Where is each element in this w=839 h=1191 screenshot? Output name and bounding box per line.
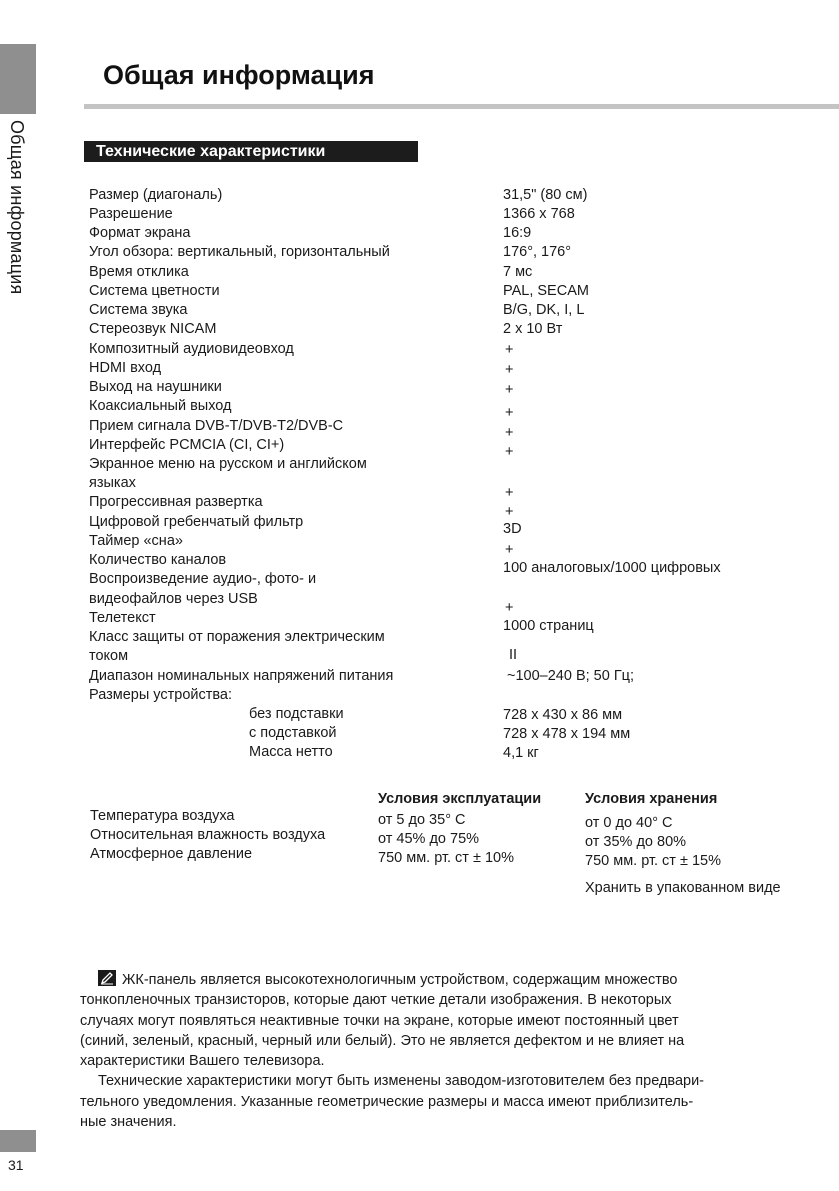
spec-label: языках xyxy=(89,475,136,491)
spec-value: + xyxy=(505,542,514,558)
spec-value: 728 x 430 x 86 мм xyxy=(503,707,623,723)
spec-label: без подставки xyxy=(249,706,344,722)
spec-value: II xyxy=(509,647,518,663)
spec-label: Система цветности xyxy=(89,283,220,299)
spec-value: 3D xyxy=(503,521,522,537)
storage-value: от 0 до 40° С xyxy=(585,815,673,831)
spec-value: 7 мс xyxy=(503,264,533,280)
storage-note: Хранить в упакованном виде xyxy=(585,880,781,896)
spec-label: Композитный аудиовидеовход xyxy=(89,341,294,357)
spec-value: + xyxy=(505,504,514,520)
note-line: Технические характеристики могут быть изменены заводом-изготовителем без предвари- xyxy=(98,1073,705,1090)
spec-label: Количество каналов xyxy=(89,552,227,568)
spec-label: с подставкой xyxy=(249,725,337,741)
spec-label: Таймер «сна» xyxy=(89,533,183,549)
spec-label: Стереозвук NICAM xyxy=(89,321,217,337)
section-header: Технические характеристики xyxy=(84,141,418,162)
spec-label: Выход на наушники xyxy=(89,379,222,395)
spec-label: видеофайлов через USB xyxy=(89,591,258,607)
condition-param: Относительная влажность воздуха xyxy=(90,827,326,843)
side-section-label: Общая информация xyxy=(7,120,27,295)
spec-value: + xyxy=(505,485,514,501)
spec-label: Цифровой гребенчатый фильтр xyxy=(89,514,304,530)
spec-label: Телетекст xyxy=(89,610,156,626)
spec-label: Разрешение xyxy=(89,206,173,222)
spec-label: Интерфейс PCMCIA (CI, CI+) xyxy=(89,437,285,453)
note-line: тонкопленочных транзисторов, которые дают четкие детали изображения. В некоторых xyxy=(80,992,672,1009)
operation-value: от 45% до 75% xyxy=(378,831,480,847)
operation-header: Условия эксплуатации xyxy=(378,791,542,807)
operation-value: от 5 до 35° С xyxy=(378,812,466,828)
spec-value: B/G, DK, I, L xyxy=(503,302,585,318)
pencil-note-icon xyxy=(98,970,116,986)
spec-label: Система звука xyxy=(89,302,188,318)
spec-label: Воспроизведение аудио-, фото- и xyxy=(89,571,317,587)
spec-label: Коаксиальный выход xyxy=(89,398,232,414)
spec-value: 31,5" (80 см) xyxy=(503,187,588,203)
note-line: случаях могут появляться неактивные точки на экране, которые имеют постоянный цвет xyxy=(80,1012,679,1029)
spec-value: 176°, 176° xyxy=(503,244,572,260)
spec-label: Масса нетто xyxy=(249,744,333,760)
spec-value: 1366 x 768 xyxy=(503,206,575,222)
spec-label: Прием сигнала DVB-T/DVB-T2/DVB-C xyxy=(89,418,344,434)
spec-label: Формат экрана xyxy=(89,225,191,241)
spec-value: + xyxy=(505,362,514,378)
spec-label: Прогрессивная развертка xyxy=(89,494,263,510)
spec-value: + xyxy=(505,405,514,421)
spec-value: ~100–240 В; 50 Гц; xyxy=(507,668,635,684)
page-number: 31 xyxy=(8,1157,24,1173)
note-line: ЖК-панель является высокотехнологичным устройством, содержащим множество xyxy=(122,972,678,988)
spec-value: 100 аналоговых/1000 цифровых xyxy=(503,560,721,576)
page-title: Общая информация xyxy=(103,60,375,90)
spec-label: Размер (диагональ) xyxy=(89,187,223,203)
spec-value: PAL, SECAM xyxy=(503,283,589,299)
spec-value: + xyxy=(505,425,514,441)
spec-label: Диапазон номинальных напряжений питания xyxy=(89,668,394,684)
note-block xyxy=(80,970,780,1132)
spec-value: 2 x 10 Вт xyxy=(503,321,563,337)
note-line: ные значения. xyxy=(80,1114,177,1131)
storage-header: Условия хранения xyxy=(585,791,718,807)
condition-param: Температура воздуха xyxy=(90,808,235,824)
side-tab-marker xyxy=(0,44,36,114)
spec-label: током xyxy=(89,648,129,664)
title-divider xyxy=(84,104,839,109)
spec-value: 16:9 xyxy=(503,225,532,241)
storage-value: от 35% до 80% xyxy=(585,834,687,850)
spec-value: + xyxy=(505,342,514,358)
spec-value: 1000 страниц xyxy=(503,618,594,634)
spec-value: 728 x 478 x 194 мм xyxy=(503,726,631,742)
note-line: (синий, зеленый, красный, черный или белый). Это не является дефектом и не влияет на xyxy=(80,1032,685,1049)
spec-label: Размеры устройства: xyxy=(89,687,233,703)
spec-label: Экранное меню на русском и английском xyxy=(89,456,367,472)
spec-label: Класс защиты от поражения электрическим xyxy=(89,629,385,645)
spec-value: + xyxy=(505,600,514,616)
operation-value: 750 мм. рт. ст ± 10% xyxy=(378,850,514,866)
spec-label: HDMI вход xyxy=(89,360,162,376)
page-tab-marker xyxy=(0,1130,36,1152)
spec-value: + xyxy=(505,444,514,460)
note-line: характеристики Вашего телевизора. xyxy=(80,1053,325,1070)
spec-value: + xyxy=(505,382,514,398)
storage-value: 750 мм. рт. ст ± 15% xyxy=(585,853,721,869)
spec-label: Время отклика xyxy=(89,264,189,280)
spec-label: Угол обзора: вертикальный, горизонтальный xyxy=(89,244,390,260)
note-line: тельного уведомления. Указанные геометрические размеры и масса имеют приблизитель- xyxy=(80,1093,694,1110)
spec-value: 4,1 кг xyxy=(503,745,539,761)
condition-param: Атмосферное давление xyxy=(90,846,253,862)
